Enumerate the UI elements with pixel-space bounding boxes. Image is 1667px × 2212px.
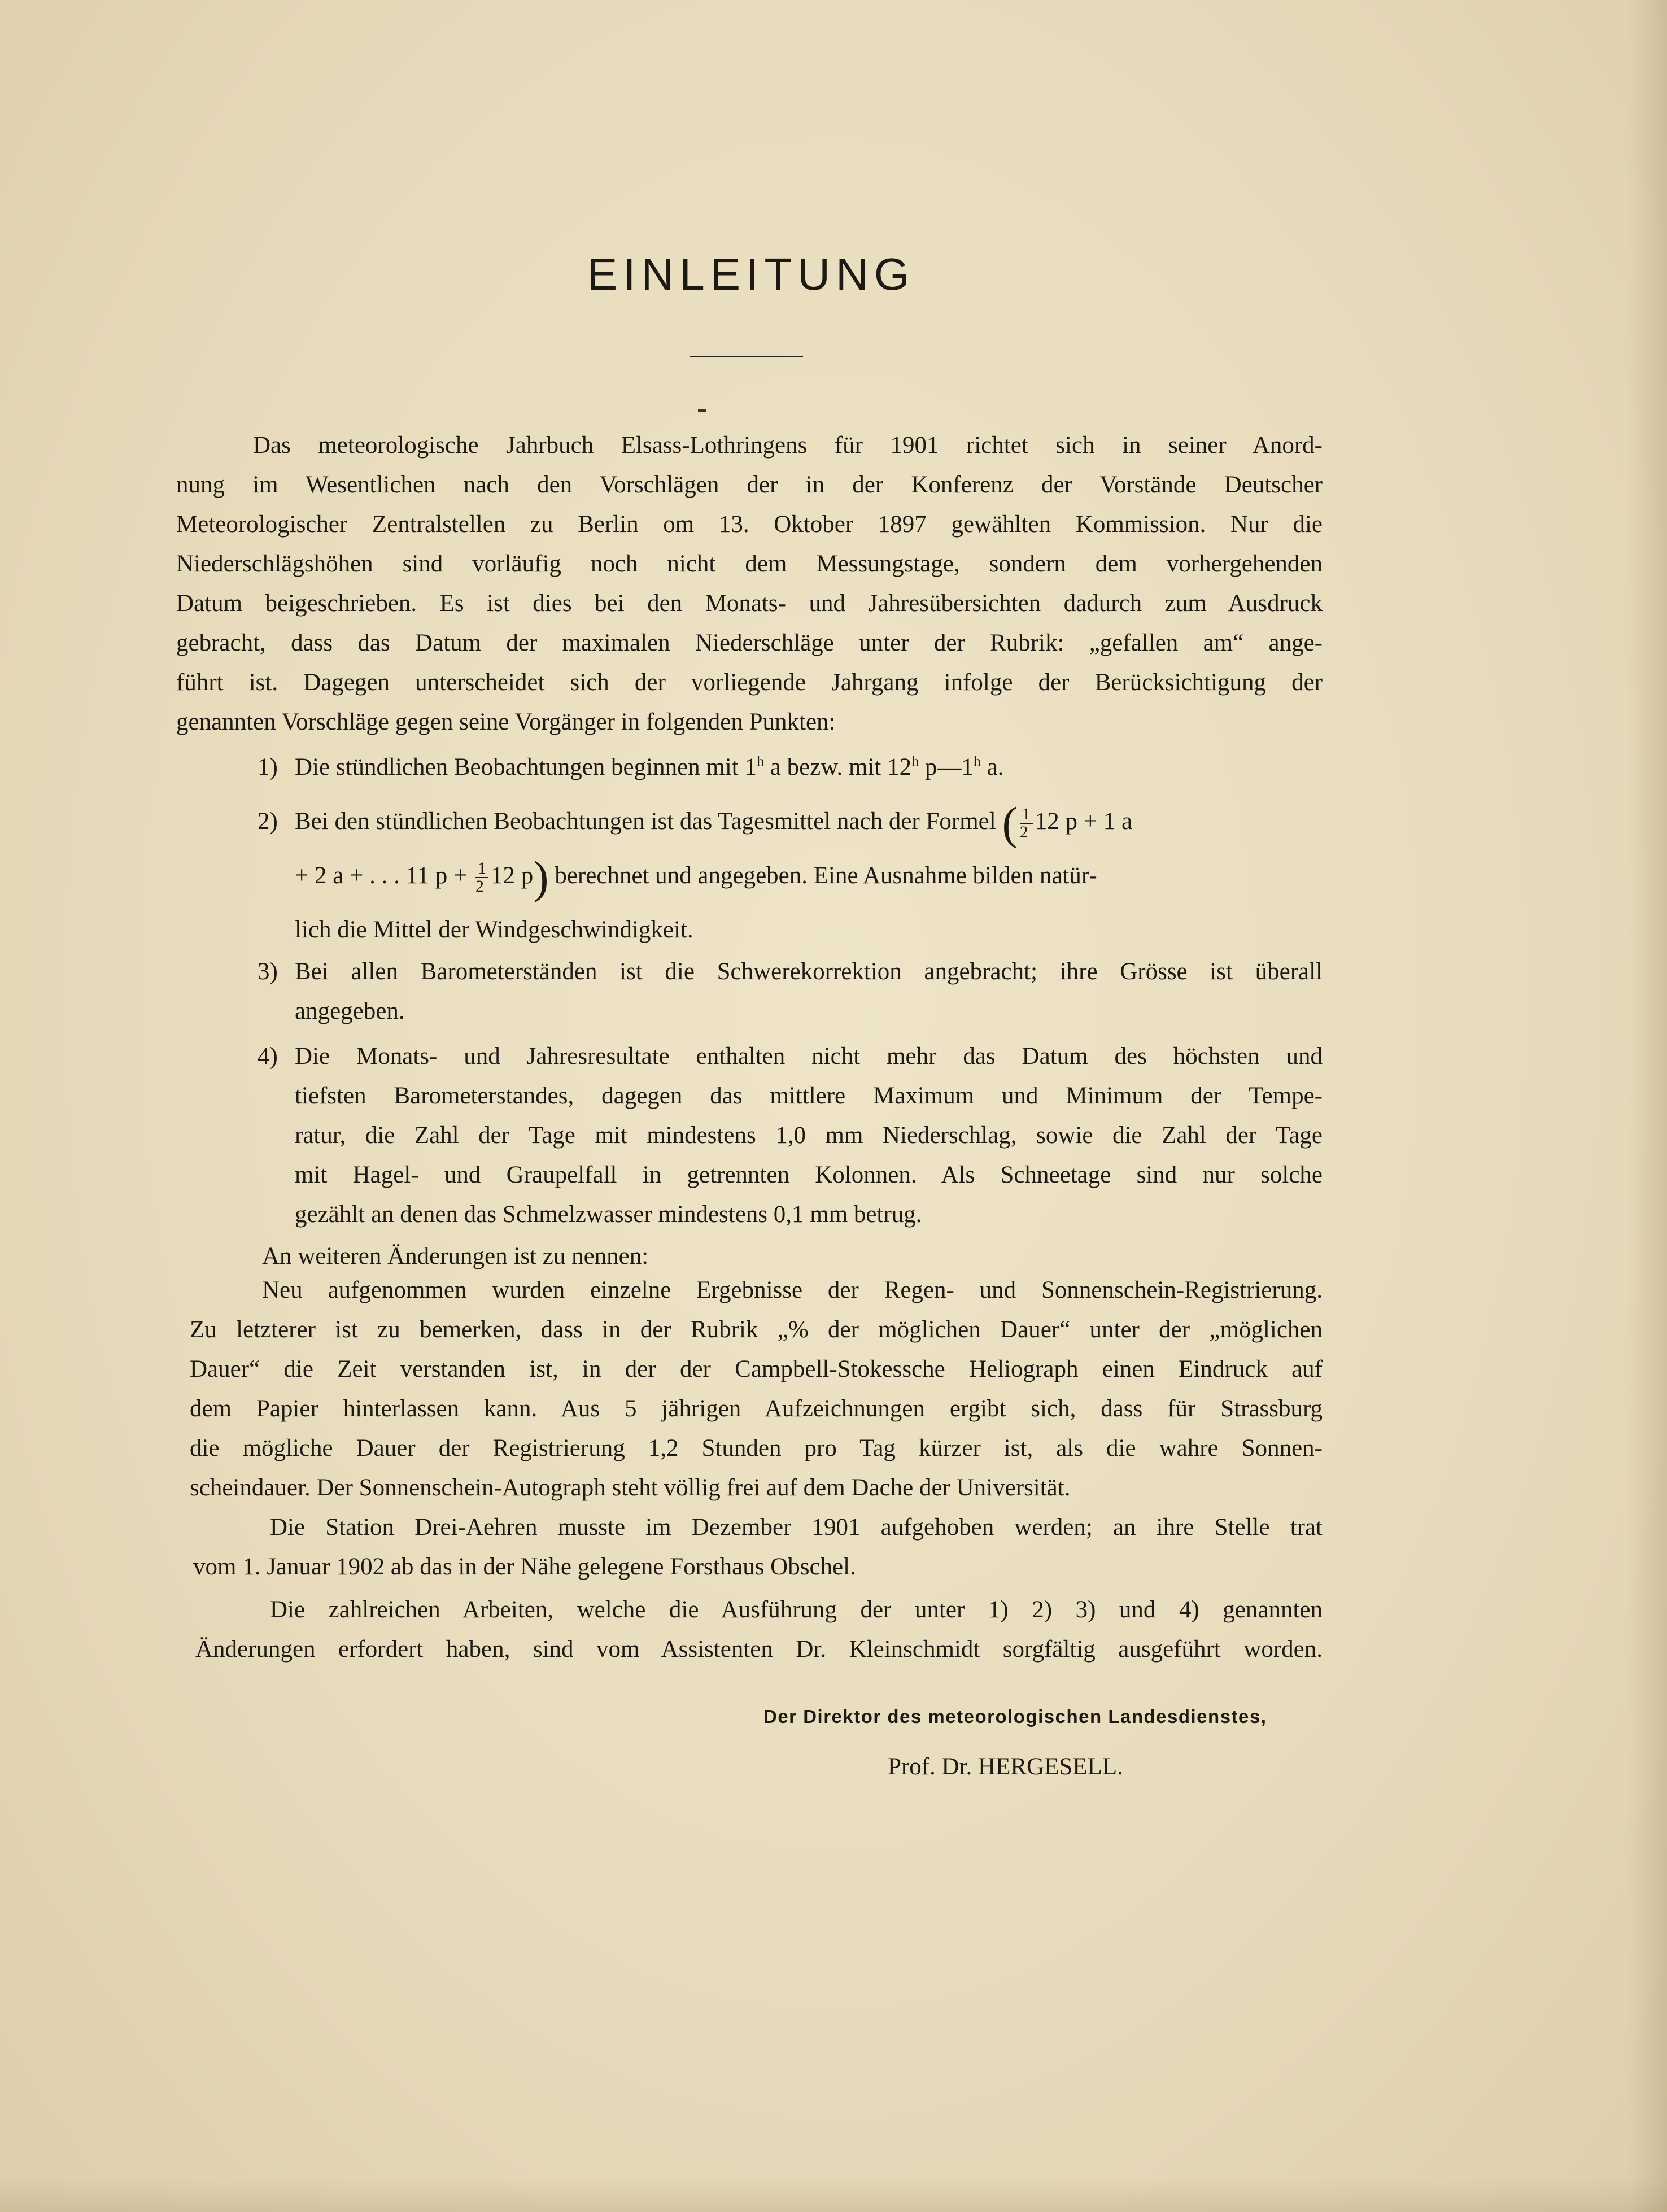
item-4-number: 4) [258, 1043, 278, 1070]
para2-line-6: scheindauer. Der Sonnenschein-Autograph steht völlig frei auf dem Dache der Universität. [190, 1474, 1071, 1501]
item-4-line-3: ratur, die Zahl der Tage mit mindestens 1,0 mm Niederschlag, sowie die Zahl der Tage [295, 1122, 1323, 1149]
para4-line-1: Die zahlreichen Arbeiten, welche die Ausführung der unter 1) 2) 3) und 4) genannten [270, 1596, 1323, 1623]
para3-line-2: vom 1. Januar 1902 ab das in der Nähe gelegene Forsthaus Obschel. [193, 1554, 856, 1580]
para2-line-3: Dauer“ die Zeit verstanden ist, in der der Campbell-Stokessche Heliograph einen Eindruck auf [190, 1356, 1323, 1382]
item-3-number: 3) [258, 958, 278, 985]
item-4-line-1: Die Monats- und Jahresresultate enthalten nicht mehr das Datum des höchsten und [295, 1043, 1323, 1070]
para2-line-2: Zu letzterer ist zu bemerken, dass in der Rubrik „% der möglichen Dauer“ unter der „möglichen [190, 1316, 1323, 1343]
intro-line-2: nung im Wesentlichen nach den Vorschlägen der in der Konferenz der Vorstände Deutscher [176, 472, 1323, 498]
page-edge-shadow-bottom [0, 2178, 1667, 2212]
item-1-number: 1) [258, 754, 278, 780]
para3-line-1: Die Station Drei-Aehren musste im Dezember 1901 aufgehoben werden; an ihre Stelle trat [270, 1514, 1323, 1541]
item-2-line-3: lich die Mittel der Windgeschwindigkeit. [295, 917, 693, 943]
item-4-line-4: mit Hagel- und Graupelfall in getrennten Kolonnen. Als Schneetage sind nur solche [295, 1162, 1323, 1188]
item-2-number: 2) [258, 808, 278, 835]
para2-line-1: Neu aufgenommen wurden einzelne Ergebnisse der Regen- und Sonnenschein-Registrierung. [262, 1277, 1323, 1303]
title-divider [690, 356, 803, 357]
item-2-line-1: Bei den stündlichen Beobachtungen ist das Tagesmittel nach der Formel ( $\frac{1}{2}$ 12 p + 1 a [295, 797, 1133, 849]
fraction-half: $\frac{1}{2}$ [475, 860, 488, 895]
intro-line-3: Meteorologischer Zentralstellen zu Berlin om 13. Oktober 1897 gewählten Kommission. Nur die [176, 511, 1323, 538]
para2-line-4: dem Papier hinterlassen kann. Aus 5 jährigen Aufzeichnungen ergibt sich, dass für Strassburg [190, 1395, 1323, 1422]
item-4-line-5: gezählt an denen das Schmelzwasser mindestens 0,1 mm betrug. [295, 1201, 922, 1228]
para2-line-5: die mögliche Dauer der Registrierung 1,2 Stunden pro Tag kürzer ist, als die wahre Sonnen- [190, 1435, 1323, 1461]
further-changes-heading: An weiteren Änderungen ist zu nennen: [262, 1243, 649, 1269]
intro-line-7: führt ist. Dagegen unterscheidet sich der vorliegende Jahrgang infolge der Berücksichtigung der [176, 669, 1323, 696]
item-1-text: Die stündlichen Beobachtungen beginnen mit 1$^h$ a bezw. mit 12$^h$ p—1$^h$ a. [295, 753, 1004, 780]
intro-line-8: genannten Vorschläge gegen seine Vorgänger in folgenden Punkten: [176, 709, 836, 735]
intro-line-1: Das meteorologische Jahrbuch Elsass-Lothringens für 1901 richtet sich in seiner Anord- [253, 432, 1323, 459]
page-edge-shadow-right [1627, 0, 1667, 2212]
item-3-line-1: Bei allen Barometerständen ist die Schwerekorrektion angebracht; ihre Grösse ist überall [295, 958, 1323, 985]
intro-line-5: Datum beigeschrieben. Es ist dies bei den Monats- und Jahresübersichten dadurch zum Ausdruck [176, 590, 1323, 617]
item-2-line-2: + 2 a + . . . 11 p + $\frac{1}{2}$ 12 p) berechnet und angegeben. Eine Ausnahme bilden natür- [295, 852, 1097, 904]
fraction-half: $\frac{1}{2}$ [1020, 806, 1033, 841]
intro-line-4: Niederschlägshöhen sind vorläufig noch nicht dem Messungstage, sondern dem vorhergehenden [176, 551, 1323, 577]
print-speck [698, 409, 706, 412]
intro-line-6: gebracht, dass das Datum der maximalen Niederschläge unter der Rubrik: „gefallen am“ ange- [176, 630, 1323, 656]
page-title: EINLEITUNG [587, 249, 915, 299]
item-4-line-2: tiefsten Barometerstandes, dagegen das mittlere Maximum und Minimum der Tempe- [295, 1083, 1323, 1109]
para4-line-2: Änderungen erfordert haben, sind vom Assistenten Dr. Kleinschmidt sorgfältig ausgeführt worden. [195, 1636, 1323, 1663]
item-3-line-2: angegeben. [295, 998, 405, 1024]
signature: Prof. Dr. HERGESELL. [888, 1753, 1123, 1780]
director-line: Der Direktor des meteorologischen Landesdienstes, [763, 1706, 1267, 1727]
